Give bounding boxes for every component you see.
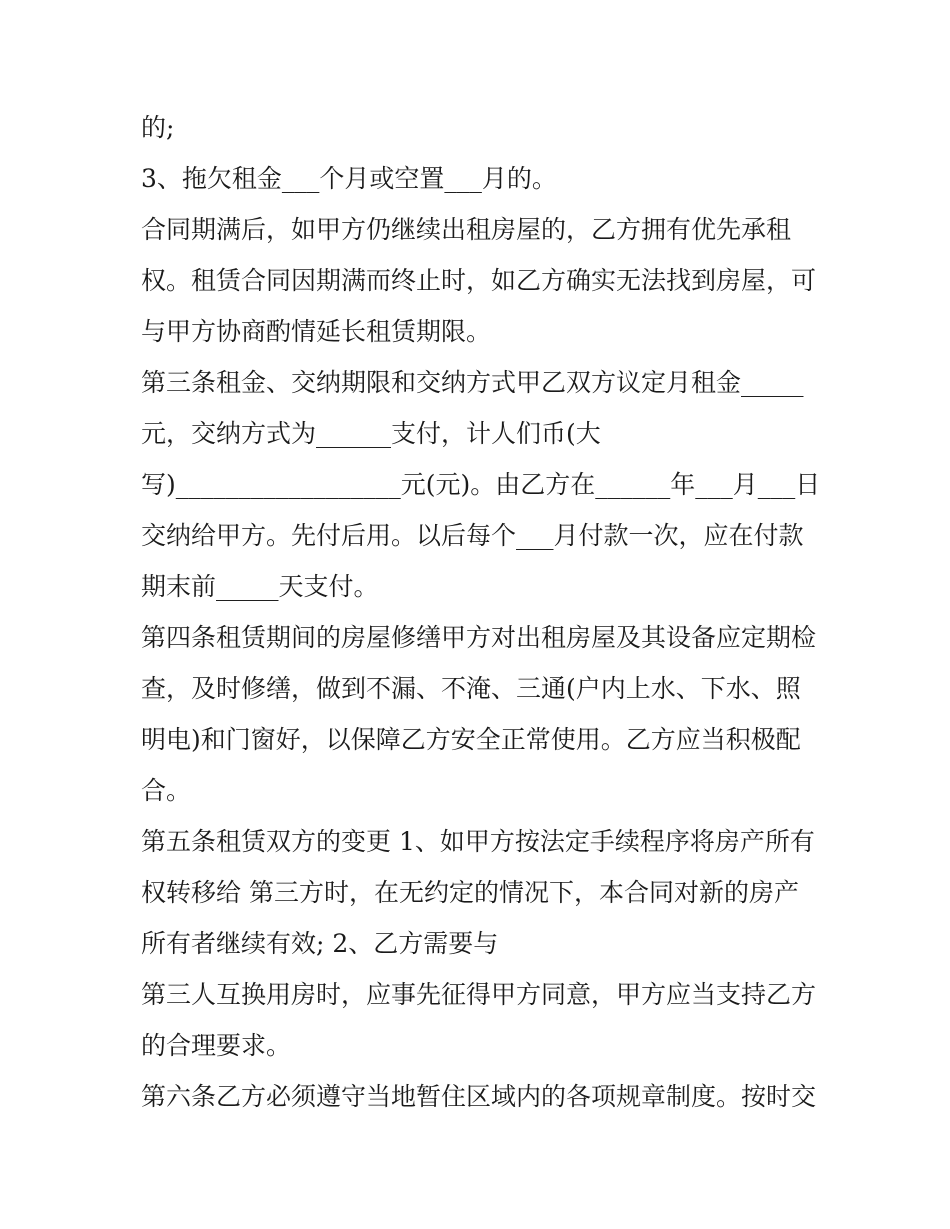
text-line: 交纳给甲方。先付后用。以后每个___月付款一次，应在付款: [141, 521, 804, 550]
text-line: 第三条租金、交纳期限和交纳方式甲乙双方议定月租金_____: [141, 368, 804, 397]
text-line: 的;: [141, 113, 175, 142]
document-body: [141, 108, 821, 1128]
text-line: 的合理要求。: [141, 1031, 292, 1060]
text-line: 合。: [141, 776, 192, 805]
text-line: 权转移给 第三方时，在无约定的情况下，本合同对新的房产: [141, 878, 799, 907]
text-line: 合同期满后，如甲方仍继续出租房屋的，乙方拥有优先承租: [141, 215, 792, 244]
text-line: 第六条乙方必须遵守当地暂住区域内的各项规章制度。按时交: [141, 1082, 817, 1111]
text-line: 所有者继续有效; 2、乙方需要与: [141, 929, 499, 958]
text-line: 与甲方协商酌情延长租赁期限。: [141, 317, 492, 346]
text-line: 权。租赁合同因期满而终止时，如乙方确实无法找到房屋，可: [141, 266, 817, 295]
text-line: 期末前_____天支付。: [141, 572, 379, 601]
text-line: 写)__________________元(元)。由乙方在______年___月___日: [141, 470, 821, 499]
text-line: 元，交纳方式为______支付，计人们币(大: [141, 419, 601, 448]
text-line: 第四条租赁期间的房屋修缮甲方对出租房屋及其设备应定期检: [141, 623, 817, 652]
text-line: 明电)和门窗好，以保障乙方安全正常使用。乙方应当积极配: [141, 725, 801, 754]
text-line: 第三人互换用房时，应事先征得甲方同意，甲方应当支持乙方: [141, 980, 817, 1009]
text-line: 查，及时修缮，做到不漏、不淹、三通(户内上水、下水、照: [141, 674, 801, 703]
text-line: 第五条租赁双方的变更 1、如甲方按法定手续程序将房产所有: [141, 827, 815, 856]
text-line: 3、拖欠租金___个月或空置___月的。: [141, 164, 557, 193]
